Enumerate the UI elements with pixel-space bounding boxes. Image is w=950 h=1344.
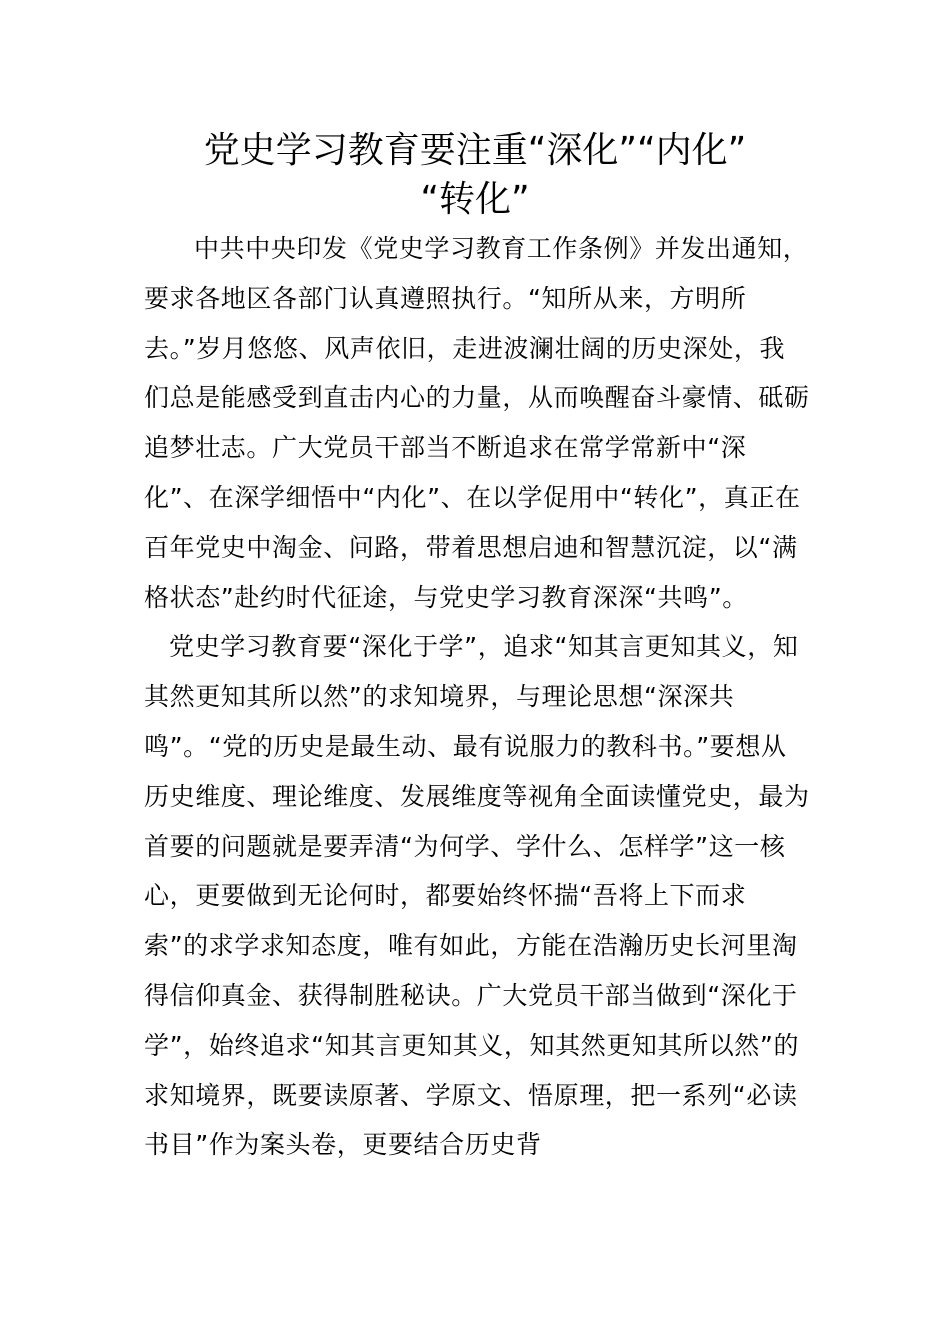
paragraph-2: 党史学习教育要“深化于学”，追求“知其言更知其义，知其然更知其所以然”的求知境界，与理论思想“深深共鸣”。“党的历史是最生动、最有说服力的教科书。”要想从历史维度、理论维度、发展维度等视角全面读懂党史，最为首要的问题就是要弄清“为何学、学什么、怎样学”这一核心，更要做到无论何时，都要始终怀揣“吾将上下而求索”的求学求知态度，唯有如此，方能在浩瀚历史长河里淘得信仰真金、获得制胜秘诀。广大党员干部当做到“深化于学”，始终追求“知其言更知其义，知其然更知其所以然”的求知境界，既要读原著、学原文、悟原理，把一系列“必读书目”作为案头卷，更要结合历史背 xyxy=(144,632,810,1160)
document-title xyxy=(150,126,800,224)
title-line-2: “转化” xyxy=(420,179,530,220)
paragraph-1: 中共中央印发《党史学习教育工作条例》并发出通知，要求各地区各部门认真遵照执行。“知所从来，方明所去。”岁月悠悠、风声依旧，走进波澜壮阔的历史深处，我们总是能感受到直击内心的力量，从而唤醒奋斗豪情、砥砺追梦壮志。广大党员干部当不断追求在常学常新中“深化”、在深学细悟中“内化”、在以学促用中“转化”，真正在百年党史中淘金、问路，带着思想启迪和智慧沉淀，以“满格状态”赴约时代征途，与党史学习教育深深“共鸣”。 xyxy=(144,234,810,612)
title-line-1: 党史学习教育要注重“深化”“内化” xyxy=(203,130,747,171)
document-body xyxy=(144,224,810,1170)
